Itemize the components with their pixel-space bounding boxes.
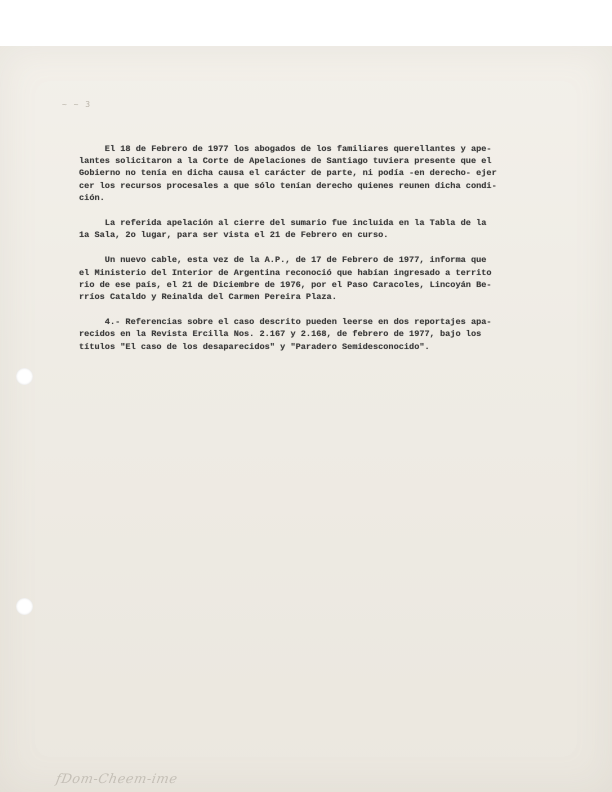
- corner-mark: ~ ~ 3: [62, 100, 92, 109]
- text-line: rio de ese país, el 21 de Diciembre de 1976, por el Paso Caracoles, Lincoyán Be-: [79, 279, 492, 290]
- text-line: títulos "El caso de los desaparecidos" y "Paradero Semidesconocido".: [79, 341, 430, 352]
- paragraph-appeal-filing: [79, 143, 567, 204]
- paragraph-court-schedule: [79, 217, 567, 241]
- text-line: lantes solicitaron a la Corte de Apelaciones de Santiago tuviera presente que el: [79, 156, 492, 167]
- text-line: El 18 de Febrero de 1977 los abogados de los familiares querellantes y ape-: [79, 144, 492, 154]
- text-line: Un nuevo cable, esta vez de la A.P., de 17 de Febrero de 1977, informa que: [79, 255, 487, 266]
- paragraph-references: [79, 316, 567, 353]
- text-line: 4.- Referencias sobre el caso descrito pueden leerse en dos reportajes apa-: [79, 317, 492, 328]
- text-line: La referida apelación al cierre del sumario fue incluida en la Tabla de la: [79, 218, 487, 229]
- punch-hole-top: [16, 368, 33, 385]
- text-line: 1a Sala, 2o lugar, para ser vista el 21 de Febrero en curso.: [79, 230, 389, 241]
- text-line: recidos en la Revista Ercilla Nos. 2.167 y 2.168, de febrero de 1977, bajo los: [79, 329, 482, 340]
- punch-hole-bottom: [16, 598, 33, 615]
- document-body: [79, 143, 567, 366]
- text-line: el Ministerio del Interior de Argentina reconoció que habían ingresado a territo: [79, 267, 492, 278]
- paragraph-ap-cable: [79, 254, 567, 303]
- text-line: Gobierno no tenía en dicha causa el carácter de parte, ni podía -en derecho- ejer: [79, 168, 497, 179]
- bottom-handwriting: fDom-Cheem-ime: [54, 772, 179, 787]
- text-line: cer los recursos procesales a que sólo tenían derecho quienes reunen dicha condi-: [79, 180, 497, 191]
- text-line: ción.: [79, 192, 105, 203]
- text-line: rríos Cataldo y Reinalda del Carmen Pereira Plaza.: [79, 292, 337, 303]
